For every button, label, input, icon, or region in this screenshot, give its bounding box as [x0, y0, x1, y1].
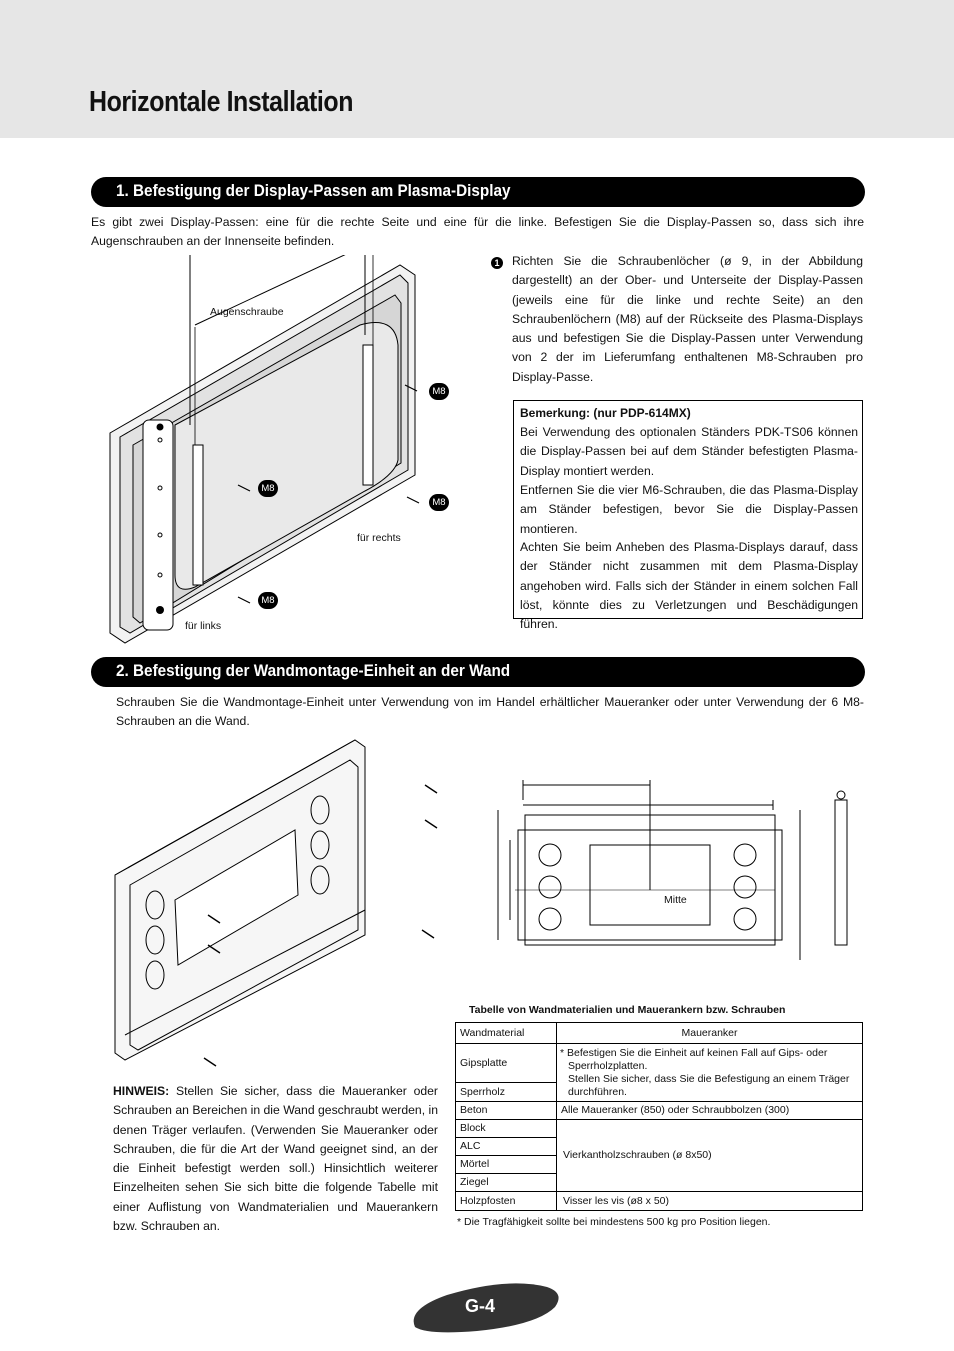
- step-1-text: Richten Sie die Schraubenlöcher (ø 9, in der Abbildung dargestellt) an der Ober- und Unterseite der Display-Passen (jeweils eine für die linke und rechte Seite) an den Schraubenlöchern (M8) auf der Rückseite des Plasma-Displays aus und befestigen Sie die Display-Passen unter Verwendung von 2 der im Lieferumfang enthaltenen M8-Schrauben pro Display-Passe.: [512, 254, 863, 384]
- wall-material-table: [455, 1022, 863, 1211]
- page-title: Horizontale Installation: [89, 86, 354, 118]
- warning-line-3: Stellen Sie sicher, dass Sie die Befestigung an einem Träger: [568, 1072, 850, 1085]
- cell-holzpfosten-anchor: Visser les vis (ø8 x 50): [557, 1192, 863, 1211]
- cell-beton: Beton: [456, 1102, 557, 1120]
- section-1-title: 1. Befestigung der Display-Passen am Plasma-Display: [116, 181, 511, 200]
- label-for-right: für rechts: [357, 532, 401, 544]
- note-box: [513, 400, 863, 632]
- wall-mount-figure: [110, 735, 455, 1075]
- cell-beton-anchor: Alle Maueranker (850) oder Schraubbolzen (300): [557, 1102, 863, 1120]
- warning-line-4: durchführen.: [568, 1085, 627, 1098]
- screw-label-m8-2: M8: [258, 480, 278, 497]
- hinweis-block: [113, 1082, 438, 1236]
- label-for-left: für links: [185, 620, 222, 632]
- step-1-bullet: 1: [491, 257, 503, 269]
- cell-ziegel: Ziegel: [456, 1174, 557, 1192]
- table-header-anchor: Maueranker: [557, 1023, 863, 1044]
- cell-block-anchor: Vierkantholzschrauben (ø 8x50): [557, 1120, 863, 1192]
- warning-line-2: Sperrholzplatten.: [568, 1059, 648, 1072]
- cell-warning: [557, 1044, 863, 1102]
- note-paragraph-2: Entfernen Sie die vier M6-Schrauben, die das Plasma-Display am Ständer befestigen, bevor Sie die Display-Passen montieren.: [520, 483, 858, 536]
- cell-moertel: Mörtel: [456, 1156, 557, 1174]
- hinweis-label: HINWEIS:: [113, 1084, 170, 1098]
- cell-sperrholz: Sperrholz: [456, 1083, 557, 1102]
- section-2-title: 2. Befestigung der Wandmontage-Einheit an der Wand: [116, 661, 511, 680]
- section-1-header: [91, 177, 865, 207]
- table-footnote: * Die Tragfähigkeit sollte bei mindestens 500 kg pro Position liegen.: [457, 1216, 771, 1228]
- front-view-figure: [490, 770, 860, 970]
- cell-alc: ALC: [456, 1138, 557, 1156]
- hinweis-text: Stellen Sie sicher, dass die Maueranker oder Schrauben an Bereichen in die Wand geschraubt werden, in denen Träger verlaufen. (Verwenden Sie Maueranker oder Schrauben, die für die Art der Wand geeignet sind, an der die Einheit befestigt werden soll.) Hinsichtlich weiterer Einzelheiten sehen Sie sich bitte die folgende Tabelle mit einer Auflistung von Wandmaterialien und Mauerankern bzw. Schrauben an.: [113, 1084, 438, 1234]
- note-title: Bemerkung: (nur PDP-614MX): [520, 406, 691, 420]
- warning-line-1: * Befestigen Sie die Einheit auf keinen Fall auf Gips- oder: [560, 1046, 828, 1059]
- screw-label-m8-4: M8: [258, 592, 278, 609]
- table-header-material: Wandmaterial: [456, 1023, 557, 1044]
- table-caption: Tabelle von Wandmaterialien und Mauerankern bzw. Schrauben: [469, 1004, 786, 1016]
- cell-holzpfosten: Holzpfosten: [456, 1192, 557, 1211]
- section-2-header: [91, 657, 865, 687]
- label-center: Mitte: [664, 894, 687, 906]
- section-1-intro: Es gibt zwei Display-Passen: eine für die rechte Seite und eine für die linke. Befestigen Sie die Display-Passen so, dass sich ihre Augenschrauben an der Innenseite befinden.: [91, 215, 864, 249]
- label-eyebolt: Augenschraube: [210, 306, 284, 318]
- note-paragraph-3: Achten Sie beim Anheben des Plasma-Displays darauf, dass der Ständer nicht zusammen mit dem Plasma-Display angehoben wird. Falls sich der Ständer in einem solchen Fall löst, könnte dies zu Verletzungen und Beschädigungen führen.: [520, 540, 858, 632]
- cell-gipsplatte: Gipsplatte: [456, 1044, 557, 1083]
- screw-label-m8-1: M8: [429, 383, 449, 400]
- note-paragraph-1: Bei Verwendung des optionalen Ständers PDK-TS06 können die Display-Passen bei auf dem Ständer befestigten Plasma-Display montiert werden.: [520, 425, 858, 478]
- inner-bracket-left: [193, 445, 203, 585]
- page-number: G-4: [465, 1296, 496, 1316]
- inner-bracket-right: [363, 345, 373, 485]
- left-bracket: [143, 420, 173, 630]
- screw-label-m8-3: M8: [429, 494, 449, 511]
- cell-block: Block: [456, 1120, 557, 1138]
- section-2-intro: Schrauben Sie die Wandmontage-Einheit unter Verwendung von im Handel erhältlicher Maueranker oder unter Verwendung der 6 M8-Schrauben an die Wand.: [116, 695, 864, 729]
- mount-side-view: [835, 800, 847, 945]
